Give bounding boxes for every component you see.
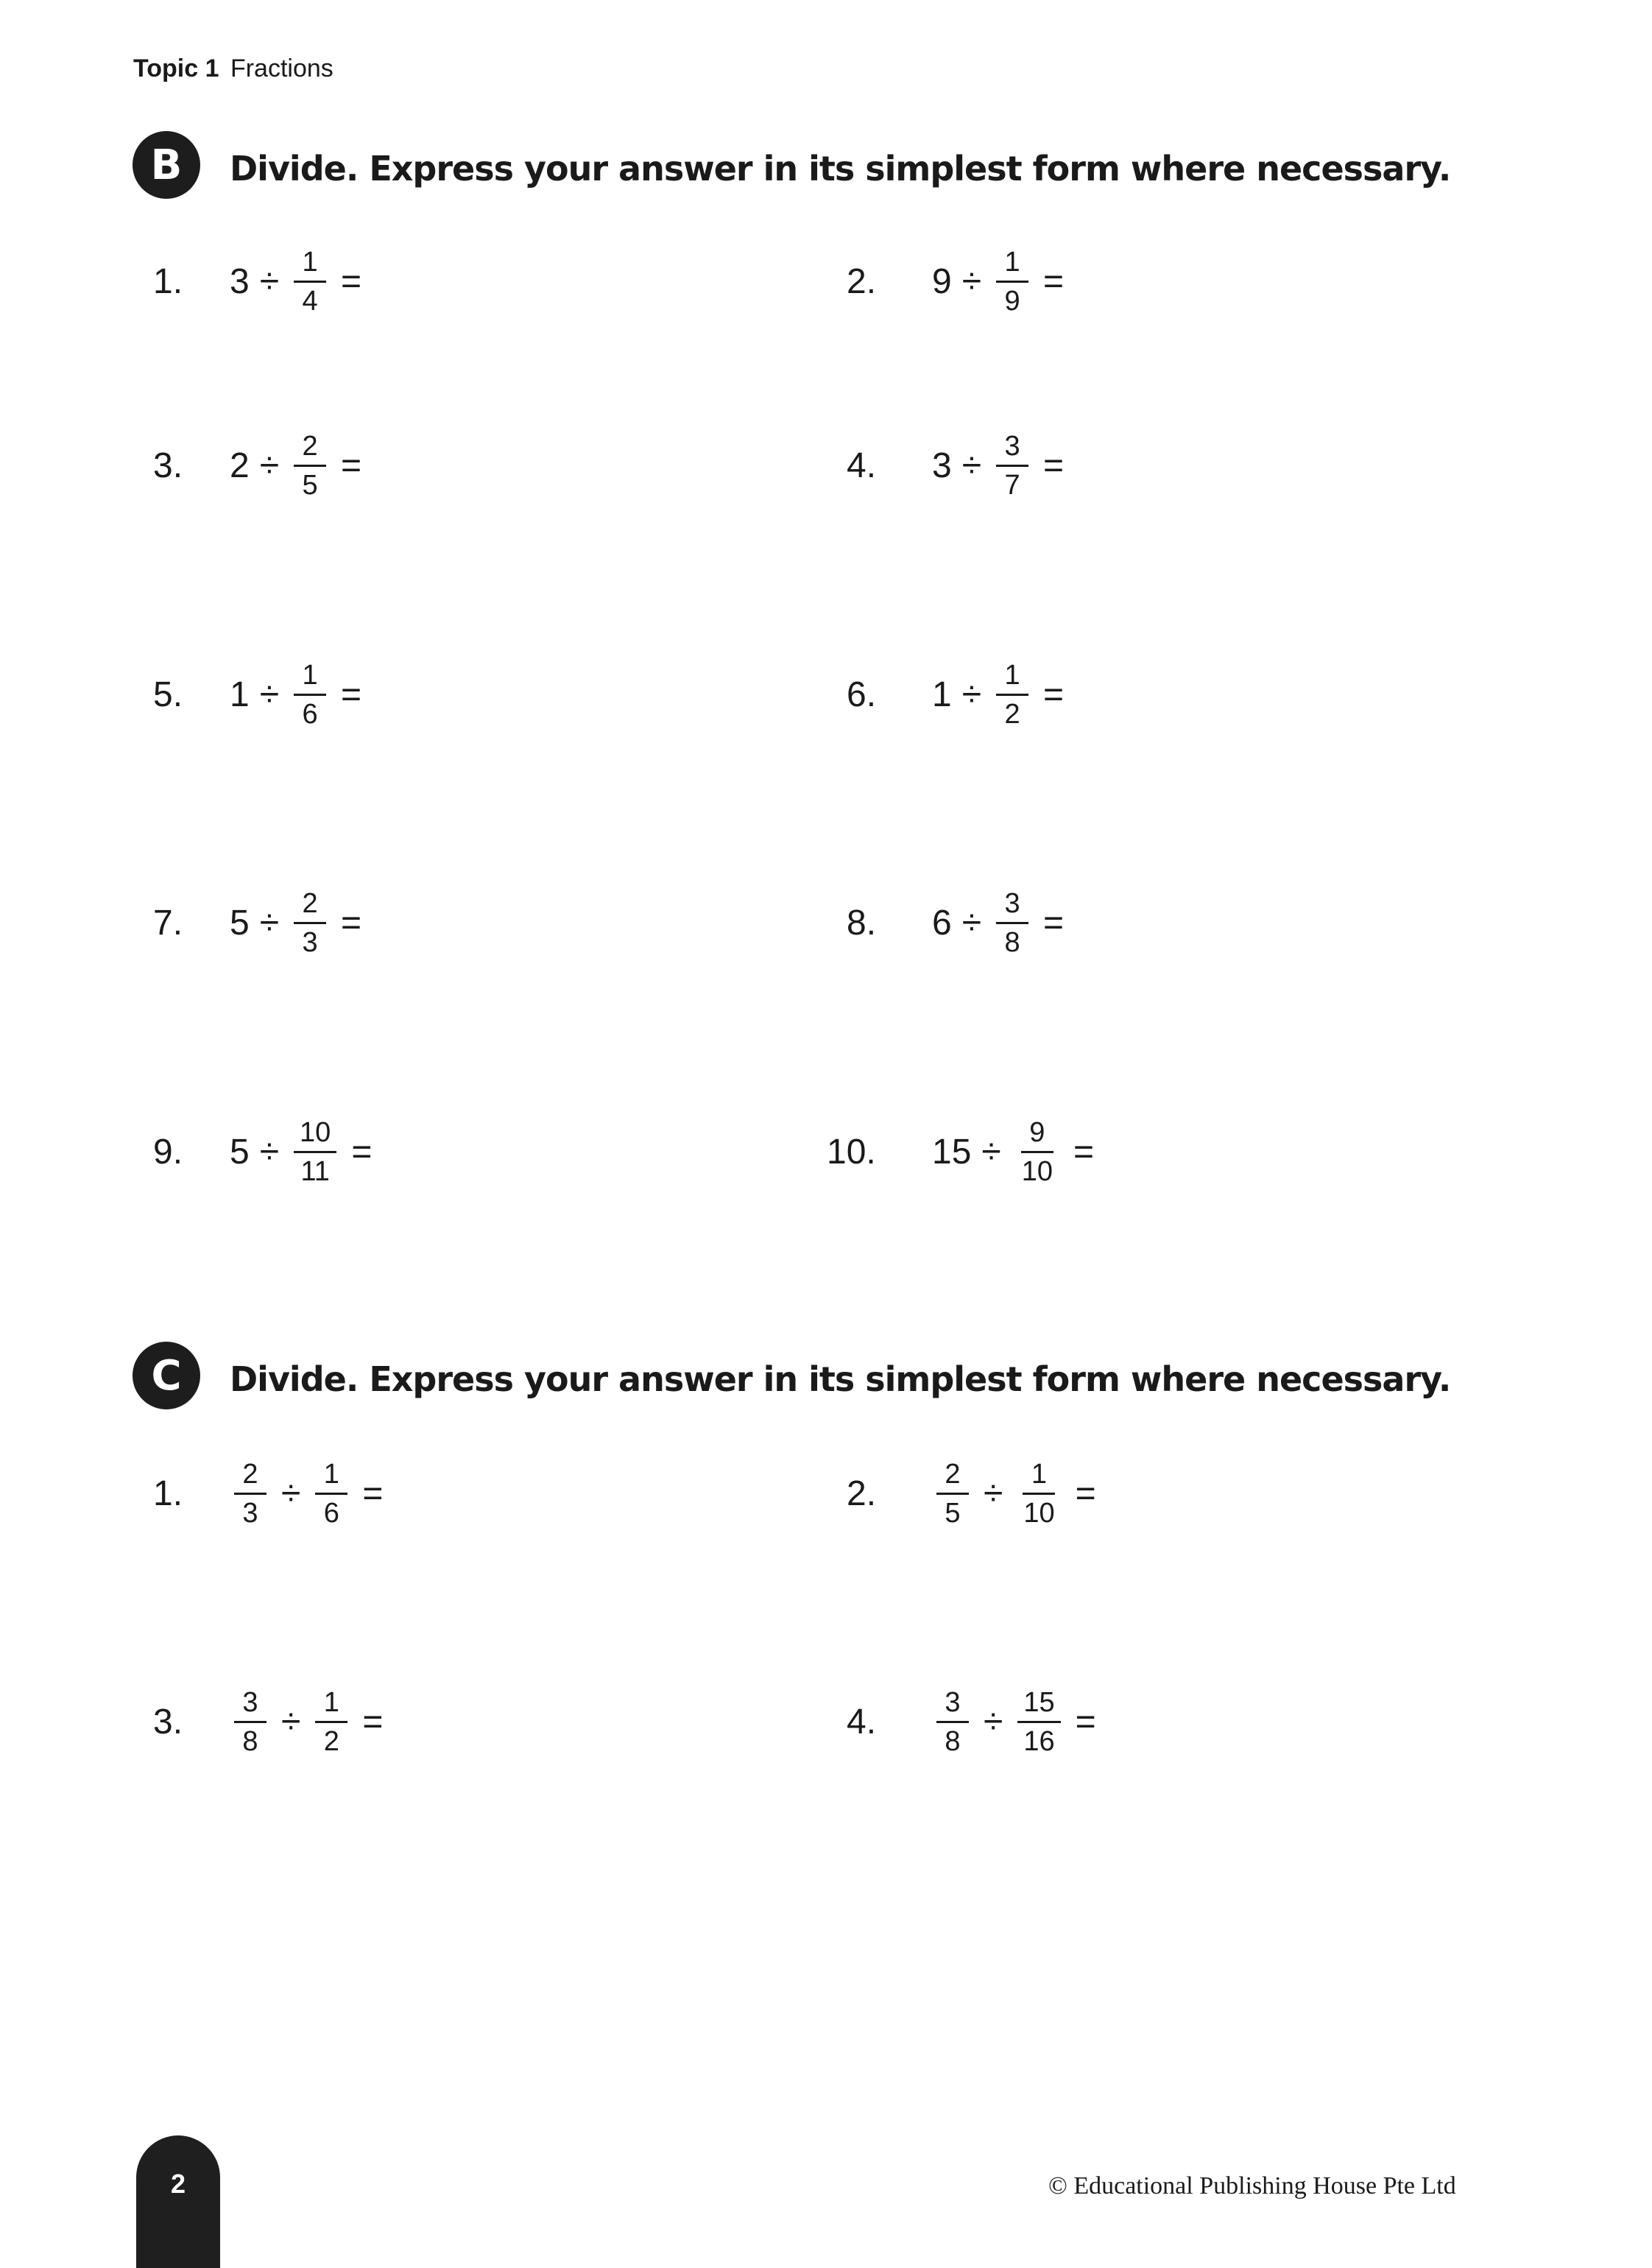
division-expression bbox=[230, 886, 372, 959]
divisor-fraction bbox=[996, 432, 1028, 499]
dividend-fraction bbox=[936, 1460, 969, 1527]
divisor-fraction-numerator: 10 bbox=[294, 1119, 336, 1153]
divisor-fraction bbox=[1017, 1688, 1060, 1755]
division-expression bbox=[230, 429, 372, 502]
whole-number: 3 bbox=[932, 446, 952, 485]
question-number bbox=[153, 886, 183, 959]
dividend-fraction-numerator: 2 bbox=[936, 1460, 969, 1495]
whole-number: 6 bbox=[932, 903, 952, 943]
divisor-fraction bbox=[294, 248, 326, 315]
whole-number: 1 bbox=[230, 675, 250, 714]
copyright-notice: © Educational Publishing House Pte Ltd bbox=[1048, 2172, 1456, 2200]
divisor-fraction bbox=[294, 1116, 336, 1187]
equals-sign: = bbox=[1075, 1702, 1096, 1742]
divisor-fraction-denominator: 16 bbox=[1023, 1725, 1055, 1757]
whole-number: 5 bbox=[230, 903, 250, 943]
divide-sign: ÷ bbox=[961, 446, 982, 485]
page-number-tab bbox=[136, 2135, 220, 2268]
section-c-badge: C bbox=[133, 1342, 200, 1409]
equals-sign: = bbox=[351, 1132, 373, 1172]
divisor-fraction-numerator: 2 bbox=[294, 890, 326, 924]
question-label: 3. bbox=[153, 446, 183, 485]
divisor-fraction-denominator: 2 bbox=[323, 1725, 339, 1757]
divisor-fraction-denominator: 8 bbox=[1004, 926, 1020, 958]
divisor-fraction-numerator: 1 bbox=[315, 1688, 347, 1723]
question-number bbox=[847, 429, 876, 502]
divisor-fraction-numerator: 1 bbox=[294, 661, 326, 696]
divisor-fraction bbox=[294, 887, 326, 958]
division-expression bbox=[932, 1115, 1104, 1188]
dividend-fraction-numerator: 2 bbox=[234, 1460, 266, 1495]
page-number: 2 bbox=[170, 2169, 186, 2199]
question-label: 4. bbox=[847, 1702, 877, 1742]
divisor-fraction-numerator: 1 bbox=[1023, 1460, 1055, 1495]
divisor-fraction-numerator: 1 bbox=[996, 661, 1028, 696]
whole-number: 5 bbox=[230, 1132, 250, 1172]
divide-sign: ÷ bbox=[984, 1473, 1003, 1513]
question-label: 10. bbox=[827, 1132, 876, 1172]
equals-sign: = bbox=[341, 903, 362, 943]
divisor-fraction bbox=[315, 1460, 347, 1527]
divisor-fraction bbox=[996, 887, 1028, 958]
question-number bbox=[827, 1115, 876, 1188]
divisor-fraction-denominator: 10 bbox=[1021, 1155, 1053, 1187]
question-number bbox=[847, 1685, 876, 1758]
dividend-fraction-numerator: 3 bbox=[234, 1688, 266, 1723]
question-number bbox=[847, 886, 876, 959]
equals-sign: = bbox=[1075, 1473, 1096, 1513]
divisor-fraction bbox=[294, 661, 326, 728]
equals-sign: = bbox=[1043, 261, 1065, 301]
whole-number: 1 bbox=[932, 675, 952, 714]
divisor-fraction bbox=[315, 1688, 347, 1755]
divisor-fraction-numerator: 1 bbox=[996, 248, 1028, 283]
question-label: 7. bbox=[153, 903, 183, 943]
division-expression bbox=[932, 429, 1074, 502]
divisor-fraction bbox=[996, 248, 1028, 315]
equals-sign: = bbox=[1043, 903, 1065, 943]
section-b-instruction: Divide. Express your answer in its simplest form where necessary. bbox=[230, 149, 1451, 189]
question-label: 1. bbox=[153, 1473, 183, 1513]
divide-sign: ÷ bbox=[281, 1473, 301, 1513]
divisor-fraction-denominator: 2 bbox=[1004, 698, 1020, 730]
divisor-fraction-denominator: 6 bbox=[302, 698, 318, 730]
divide-sign: ÷ bbox=[961, 903, 982, 943]
division-expression bbox=[230, 658, 372, 731]
question-label: 2. bbox=[847, 261, 877, 301]
divisor-fraction-numerator: 3 bbox=[996, 890, 1028, 924]
divisor-fraction-numerator: 1 bbox=[294, 248, 326, 283]
question-label: 4. bbox=[847, 446, 877, 485]
question-number bbox=[153, 658, 183, 731]
divisor-fraction bbox=[1017, 1460, 1060, 1527]
divisor-fraction-denominator: 11 bbox=[300, 1155, 330, 1187]
divisor-fraction-denominator: 7 bbox=[1004, 469, 1020, 501]
division-expression bbox=[932, 1685, 1106, 1758]
whole-number: 3 bbox=[230, 261, 250, 301]
divisor-fraction bbox=[996, 661, 1028, 728]
question-label: 5. bbox=[153, 675, 183, 714]
section-b-badge: B bbox=[133, 131, 200, 199]
question-number bbox=[153, 1457, 183, 1530]
question-number bbox=[153, 1115, 183, 1188]
equals-sign: = bbox=[362, 1473, 384, 1513]
dividend-fraction-denominator: 3 bbox=[242, 1497, 258, 1529]
divide-sign: ÷ bbox=[984, 1702, 1003, 1742]
divisor-fraction-denominator: 3 bbox=[302, 926, 318, 958]
divisor-fraction-denominator: 6 bbox=[323, 1497, 339, 1529]
division-expression bbox=[230, 1115, 382, 1188]
divide-sign: ÷ bbox=[961, 261, 982, 301]
divisor-fraction-numerator: 9 bbox=[1021, 1119, 1053, 1153]
divisor-fraction-denominator: 10 bbox=[1023, 1497, 1055, 1529]
equals-sign: = bbox=[1043, 446, 1065, 485]
division-expression bbox=[932, 244, 1074, 318]
dividend-fraction-denominator: 8 bbox=[945, 1725, 961, 1757]
divide-sign: ÷ bbox=[281, 1702, 301, 1742]
divisor-fraction bbox=[294, 432, 326, 499]
divide-sign: ÷ bbox=[259, 1132, 280, 1172]
question-label: 6. bbox=[847, 675, 877, 714]
divisor-fraction-denominator: 4 bbox=[302, 285, 318, 317]
dividend-fraction bbox=[234, 1688, 266, 1755]
question-number bbox=[847, 244, 876, 318]
dividend-fraction bbox=[234, 1460, 266, 1527]
question-number bbox=[847, 658, 876, 731]
page-header bbox=[133, 56, 333, 81]
question-label: 1. bbox=[153, 261, 183, 301]
dividend-fraction-denominator: 5 bbox=[945, 1497, 961, 1529]
divisor-fraction-denominator: 9 bbox=[1004, 285, 1020, 317]
divide-sign: ÷ bbox=[259, 261, 280, 301]
whole-number: 15 bbox=[932, 1132, 972, 1172]
dividend-fraction bbox=[936, 1688, 969, 1755]
question-number bbox=[847, 1457, 876, 1530]
topic-name: Fractions bbox=[230, 54, 333, 82]
divide-sign: ÷ bbox=[981, 1132, 1001, 1172]
divisor-fraction bbox=[1016, 1116, 1059, 1187]
divide-sign: ÷ bbox=[961, 675, 982, 714]
divide-sign: ÷ bbox=[259, 675, 280, 714]
divide-sign: ÷ bbox=[259, 446, 280, 485]
division-expression bbox=[230, 1457, 393, 1530]
divisor-fraction-numerator: 2 bbox=[294, 432, 326, 467]
dividend-fraction-numerator: 3 bbox=[936, 1688, 969, 1723]
equals-sign: = bbox=[341, 261, 362, 301]
divide-sign: ÷ bbox=[259, 903, 280, 943]
divisor-fraction-numerator: 1 bbox=[315, 1460, 347, 1495]
question-label: 8. bbox=[847, 903, 877, 943]
question-label: 9. bbox=[153, 1132, 183, 1172]
equals-sign: = bbox=[1073, 1132, 1095, 1172]
whole-number: 9 bbox=[932, 261, 952, 301]
dividend-fraction-denominator: 8 bbox=[242, 1725, 258, 1757]
question-number bbox=[153, 429, 183, 502]
equals-sign: = bbox=[1043, 675, 1065, 714]
divisor-fraction-numerator: 3 bbox=[996, 432, 1028, 467]
equals-sign: = bbox=[362, 1702, 384, 1742]
divisor-fraction-denominator: 5 bbox=[302, 469, 318, 501]
equals-sign: = bbox=[341, 675, 362, 714]
divisor-fraction-numerator: 15 bbox=[1017, 1688, 1060, 1723]
question-label: 3. bbox=[153, 1702, 183, 1742]
question-number bbox=[153, 244, 183, 318]
question-number bbox=[153, 1685, 183, 1758]
division-expression bbox=[932, 658, 1074, 731]
equals-sign: = bbox=[341, 446, 362, 485]
division-expression bbox=[932, 1457, 1106, 1530]
topic-label: Topic 1 bbox=[133, 54, 219, 82]
division-expression bbox=[230, 1685, 393, 1758]
question-label: 2. bbox=[847, 1473, 877, 1513]
division-expression bbox=[230, 244, 372, 318]
whole-number: 2 bbox=[230, 446, 250, 485]
section-c-instruction: Divide. Express your answer in its simplest form where necessary. bbox=[230, 1359, 1451, 1399]
division-expression bbox=[932, 886, 1074, 959]
